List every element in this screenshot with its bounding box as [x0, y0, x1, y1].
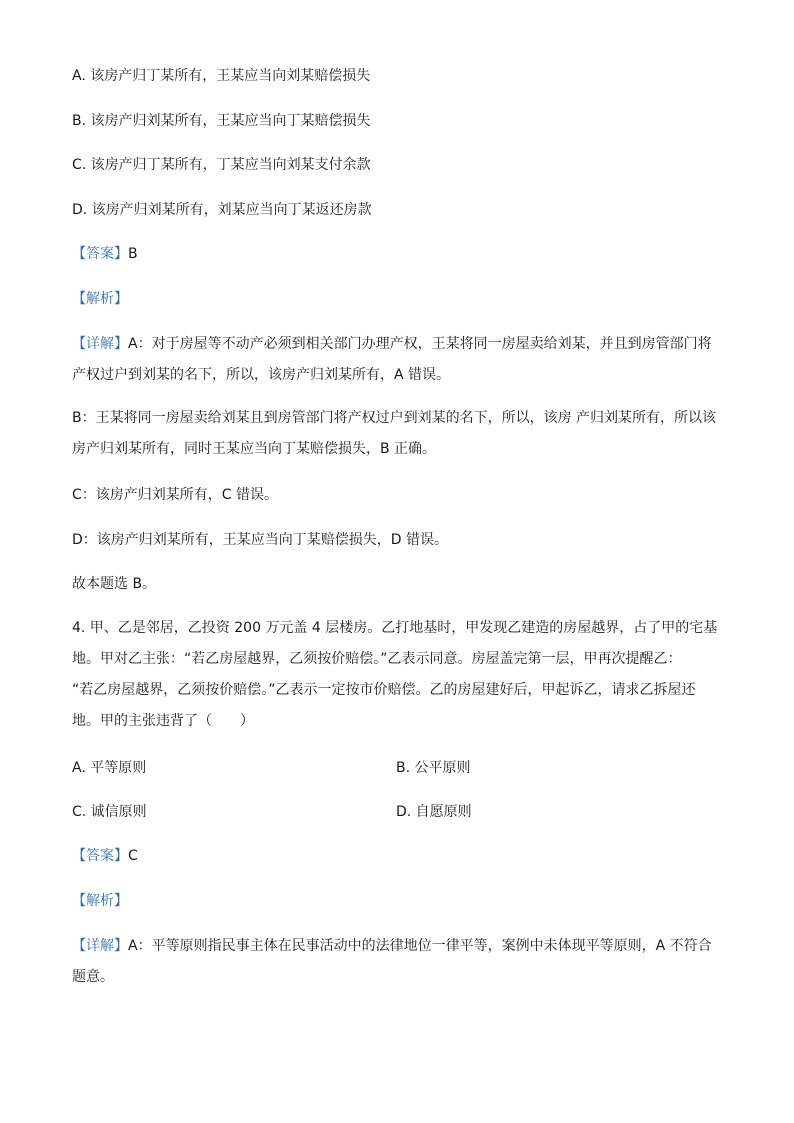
- stem-line: “若乙房屋越界，乙须按价赔偿。”乙表示一定按市价赔偿。乙的房屋建好后，甲起诉乙，请求乙拆屋还: [72, 682, 696, 698]
- q4-option-d: D. 自愿原则: [396, 804, 472, 820]
- stem-line: 4. 甲、乙是邻居，乙投资 200 万元盖 4 层楼房。乙打地基时，甲发现乙建造的房屋越界，占了甲的宅基: [72, 620, 718, 636]
- q3-detail-a: [72, 329, 722, 391]
- q4-detail-a: [72, 931, 722, 993]
- q3-option-d: D. 该房产归刘某所有，刘某应当向丁某返还房款: [72, 202, 372, 218]
- detail-tag: 【详解】: [72, 336, 128, 352]
- q3-option-c: C. 该房产归丁某所有，丁某应当向刘某支付余款: [72, 157, 371, 173]
- q3-detail-d: D：该房产归刘某所有，王某应当向丁某赔偿损失，D 错误。: [72, 532, 449, 548]
- detail-text: A：平等原则指民事主体在民事活动中的法律地位一律平等，案例中未体现平等原则，A 不符合: [128, 938, 712, 954]
- answer-value: C: [128, 848, 138, 864]
- q3-option-b: B. 该房产归刘某所有，王某应当向丁某赔偿损失: [72, 113, 371, 129]
- analysis-tag: 【解析】: [72, 893, 128, 909]
- q4-analysis-heading: [72, 891, 732, 911]
- q4-option-b: B. 公平原则: [396, 760, 471, 776]
- answer-tag: 【答案】: [72, 246, 128, 262]
- detail-text: B：王某将同一房屋卖给刘某且到房管部门将产权过户到刘某的名下，所以，该房 产归刘某所有，所以该: [72, 410, 717, 426]
- q4-answer: [72, 846, 732, 866]
- stem-line: 地。甲的主张违背了（ ）: [72, 713, 254, 729]
- detail-text: A：对于房屋等不动产必须到相关部门办理产权，王某将同一房屋卖给刘某，并且到房管部门将: [128, 336, 712, 352]
- q3-analysis-heading: [72, 289, 732, 309]
- detail-text: 房产归刘某所有，同时王某应当向丁某赔偿损失，B 正确。: [72, 441, 437, 457]
- q3-detail-b: [72, 403, 722, 465]
- stem-line: 地。甲对乙主张：“若乙房屋越界，乙须按价赔偿。”乙表示同意。房屋盖完第一层，甲再次提醒乙：: [72, 651, 682, 667]
- detail-tag: 【详解】: [72, 938, 128, 954]
- q3-conclusion: 故本题选 B。: [72, 576, 157, 592]
- detail-text: 题意。: [72, 969, 114, 985]
- q3-answer: [72, 244, 732, 264]
- q3-option-a: A. 该房产归丁某所有，王某应当向刘某赔偿损失: [72, 68, 371, 84]
- detail-text: 产权过户到刘某的名下，所以，该房产归刘某所有，A 错误。: [72, 367, 451, 383]
- q4-option-a: A. 平等原则: [72, 760, 147, 776]
- q3-detail-c: C：该房产归刘某所有，C 错误。: [72, 487, 279, 503]
- q4-stem: [72, 613, 722, 737]
- analysis-tag: 【解析】: [72, 291, 128, 307]
- answer-tag: 【答案】: [72, 848, 128, 864]
- answer-value: B: [128, 246, 138, 262]
- q4-option-c: C. 诚信原则: [72, 804, 147, 820]
